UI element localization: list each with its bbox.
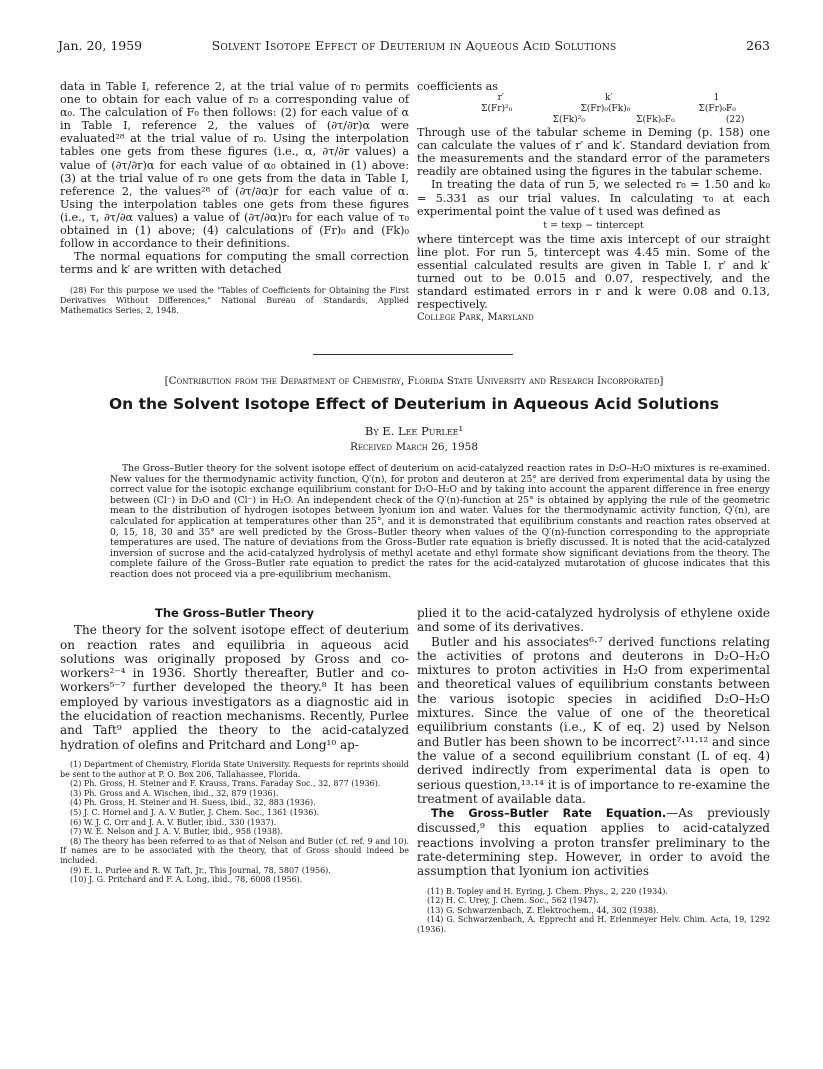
footnote: (2) Ph. Gross, H. Steiner and F. Krauss, Trans. Faraday Soc., 32, 877 (1936). — [70, 779, 381, 789]
contribution-line: [Contribution from the Department of Chemistry, Florida State University and Research Incorporated] — [164, 375, 664, 387]
paragraph: data in Table I, reference 2, at the trial value of r₀ permits one to obtain for each value of r₀ a corresponding value of α₀. The calculation of F₀ then follows: (2) for each value of α in Table I, reference 2, the values of (∂τ/∂r)α were evaluated²⁸ at the trial value of r₀. Using the interpolation tables one gets from these figures (i.e., α, ∂τ/∂r values) a value of (∂τ/∂r)α for each value of α₀ obtained in (1) above: (3) at the trial value of r₀ one gets from the data in Table I, reference 2, the values²⁸ of (∂τ/∂α)r for each value of α. Using the interpolation tables one gets from these figures (i.e., τ, ∂τ/∂α values) a value of (∂τ/∂α)r₀ for each value of τ₀ obtained in (1) above; (4) calculations of (Fr)₀ and (Fk)₀ follow in accordance to their definitions. — [60, 80, 409, 251]
paragraph: coefficients as — [417, 80, 499, 93]
footnote-28: (28) For this purpose we used the "Tables of Coefficients for Obtaining the First Derivatives Without Differences," National Bureau of Standards, Applied Mathematics Series, 2, 1948. — [60, 286, 409, 315]
footnotes — [417, 887, 770, 935]
footnote: (11) B. Topley and H. Eyring, J. Chem. Phys., 2, 220 (1934). — [427, 886, 668, 896]
equation-t: t = texp − tintercept — [543, 219, 644, 231]
column-a-continuation — [60, 80, 409, 315]
article-title: On the Solvent Isotope Effect of Deuterium in Aqueous Acid Solutions — [108, 395, 720, 413]
section-divider — [313, 354, 513, 355]
received-date: Received March 26, 1958 — [350, 441, 478, 453]
equation-22-row-1: Σ(Fr)²₀ Σ(Fr)₀(Fk)₀ Σ(Fr)₀F₀ — [481, 104, 736, 115]
abstract: The Gross–Butler theory for the solvent isotope effect of deuterium on acid-catalyzed reaction rates in D₂O–H₂O mixtures is re-examined. New values for the thermodynamic activity function, Q′(n), for proton and deuteron at 25° are derived from experimental data by using the correct value for the isotopic exchange equilibrium constant for D₂O–H₂O and by taking into account the apparent difference in free energy between (Cl⁻) in D₂O and (Cl⁻) in H₂O. An independent check of the Q′(n)-function at 25° is obtained by applying the rule of the geometric mean to the distribution of hydrogen isotopes between lyonium ion and water. Values for the thermodynamic activity function, Q′(n), are calculated for application at temperatures other than 25°, and it is demonstrated that equilibrium constants and reaction rates observed at 0, 15, 18, 30 and 35° are well predicted by the Gross–Butler theory when values of the Q′(n)-function corresponding to the appropriate temperatures are used. The nature of deviations from the Gross–Butler rate equation is briefly discussed. It is noted that the acid-catalyzed inversion of sucrose and the acid-catalyzed hydrolysis of methyl acetate and ethyl formate show significant deviations from the theory. The complete failure of the Gross–Butler rate equation to predict the rates for the acid-catalyzed mutarotation of glucose indicates that this reaction does not proceed via a pre-equilibrium mechanism. — [110, 463, 770, 580]
footnote: (8) The theory has been referred to as that of Nelson and Butler (cf. ref. 9 and 10). If names are to be associated with the theory, that of Gross should indeed be included. — [60, 836, 409, 865]
footnote: (4) Ph. Gross, H. Steiner and H. Suess, ibid., 32, 883 (1936). — [70, 798, 316, 808]
footnote: (14) G. Schwarzenbach, A. Epprecht and H. Erlenmeyer Helv. Chim. Acta, 19, 1292 (1936). — [417, 915, 770, 935]
place-line: College Park, Maryland — [417, 312, 534, 324]
paragraph: Through use of the tabular scheme in Deming (p. 158) one can calculate the values of r′ and k′. Standard deviation from the measurements and the standard error of the parameters readily are obtained using the figures in the tabular scheme. — [417, 126, 770, 179]
paragraph: where tintercept was the time axis intercept of our straight line plot. For run 5, tintercept was 4.45 min. Some of the essential calculated results are given in Table I. r′ and k′ turned out to be 0.015 and 0.07, respectively, and the standard estimated errors in r and k were 0.08 and 0.13, respectively. — [417, 232, 770, 312]
footnote: (3) Ph. Gross and A. Wischen, ibid., 32, 879 (1936). — [70, 788, 279, 798]
footnote: (10) J. G. Pritchard and F. A. Long, ibid., 78, 6008 (1956). — [70, 875, 303, 885]
footnote: (7) W. E. Nelson and J. A. V. Butler, ibid., 958 (1938). — [70, 827, 283, 837]
paragraph: plied it to the acid-catalyzed hydrolysis of ethylene oxide and some of its derivatives. — [417, 606, 770, 635]
column-b-continuation — [417, 80, 770, 325]
footnote: (1) Department of Chemistry, Florida State University. Requests for reprints should be sent to the author at P. O. Box 206, Tallahassee, Florida. — [60, 759, 409, 779]
footnote: (13) G. Schwarzenbach, Z. Elektrochem., 44, 302 (1938). — [427, 905, 659, 915]
run-in-heading: The Gross–Butler Rate Equation. — [431, 807, 667, 821]
header-page-number: 263 — [746, 38, 770, 53]
paragraph: The Gross–Butler Rate Equation.—As previously discussed,⁹ this equation applies to acid-catalyzed reactions involving a proton transfer preliminary to the rate-determining step. However, in order to avoid the assumption that lyonium ion activities — [417, 806, 770, 879]
paragraph: Butler and his associates⁶·⁷ derived functions relating the activities of protons and deuterons in D₂O–H₂O mixtures to proton activities in H₂O from experimental and theoretical values of equilibrium constants between the various isotopic species in acidified D₂O–H₂O mixtures. Since the value of one of the theoretical equilibrium constants (i.e., K of eq. 2) used by Nelson and Butler has been shown to be incorrect⁷·¹¹·¹² and since the value of a second equilibrium constant (L of eq. 4) derived indirectly from experimental data is open to serious question,¹³·¹⁴ it is of importance to re-examine the treatment of available data. — [417, 634, 770, 806]
running-header — [58, 38, 770, 56]
equation-22-head: r′ k′ 1 — [497, 93, 720, 104]
footnote: (9) E. L. Purlee and R. W. Taft, Jr., This Journal, 78, 5807 (1956). — [70, 865, 331, 875]
footnote: (12) H. C. Urey, J. Chem. Soc., 562 (1947). — [427, 896, 599, 906]
article-author: By E. Lee Purlee¹ — [364, 424, 464, 438]
footnote: (6) W. J. C. Orr and J. A. V. Butler, ibid., 330 (1937). — [70, 817, 277, 827]
footnote: (5) J. C. Hornel and J. A. V. Butler, J. Chem. Soc., 1361 (1936). — [70, 807, 320, 817]
column-d — [417, 606, 770, 935]
equation-22-row-2: Σ(Fk)²₀ Σ(Fk)₀F₀ (22) — [552, 115, 745, 126]
paragraph: In treating the data of run 5, we selected r₀ = 1.50 and k₀ = 5.331 as our trial values. In calculating τ₀ at each experimental point the value of t used was defined as — [417, 178, 770, 218]
section-heading: The Gross–Butler Theory — [154, 606, 315, 620]
paragraph: The theory for the solvent isotope effect of deuterium on reaction rates and equilibria in aqueous acid solutions was originally proposed by Gross and co-workers²⁻⁴ in 1936. Shortly thereafter, Butler and co-workers⁵⁻⁷ further developed the theory.⁸ It has been employed by various investigators as a diagnostic aid in the elucidation of reaction mechanisms. Recently, Purlee and Taft⁹ applied the theory to the acid-catalyzed hydration of olefins and Pritchard and Long¹⁰ ap- — [60, 623, 409, 752]
paragraph: The normal equations for computing the small correction terms and k′ are written with detached — [60, 250, 409, 277]
header-running-title: Solvent Isotope Effect of Deuterium in Aqueous Acid Solutions — [211, 38, 617, 53]
footnotes — [60, 760, 409, 885]
column-c — [60, 606, 409, 885]
header-date: Jan. 20, 1959 — [58, 38, 143, 53]
